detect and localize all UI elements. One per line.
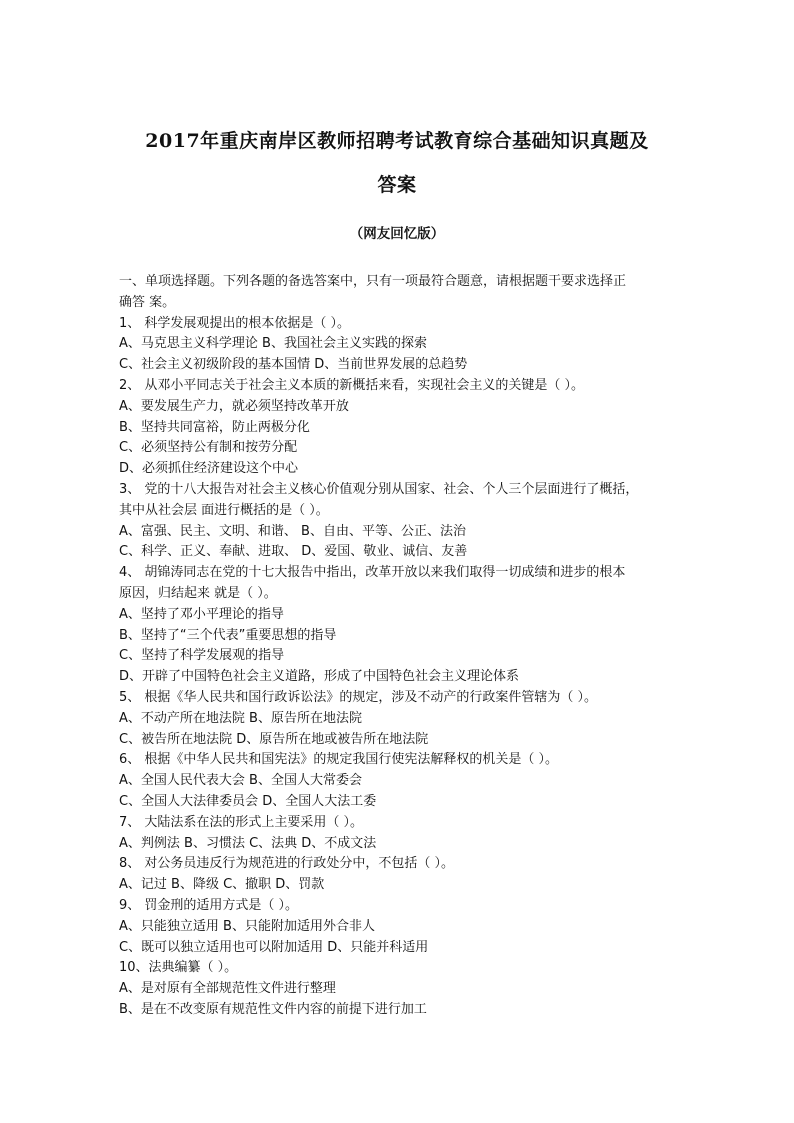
option-line: A、只能独立适用 B、只能附加适用外合非人 xyxy=(119,918,375,934)
option-line: A、坚持了邓小平理论的指导 xyxy=(119,606,284,622)
text-line: 确答 案。 xyxy=(119,294,176,310)
option-line: A、判例法 B、习惯法 C、法典 D、不成文法 xyxy=(119,835,377,851)
question-line: 7、 大陆法系在法的形式上主要采用（ ）。 xyxy=(119,814,364,830)
option-line: A、要发展生产力，就必须坚持改革开放 xyxy=(119,398,349,414)
option-line: A、记过 B、降级 C、撤职 D、罚款 xyxy=(119,877,325,893)
option-line: A、马克思主义科学理论 B、我国社会主义实践的探索 xyxy=(119,336,427,352)
text-line: 一、单项选择题。下列各题的备选答案中，只有一项最符合题意，请根据题干要求选择正 xyxy=(119,274,627,289)
option-line: B、坚持了“三个代表”重要思想的指导 xyxy=(119,627,337,643)
option-line: C、科学、正义、奉献、进取、 D、爱国、敬业、诚信、友善 xyxy=(119,544,468,560)
question-line: 10、法典编纂（ ）。 xyxy=(119,960,238,976)
option-line: C、被告所在地法院 D、原告所在地或被告所在地法院 xyxy=(119,731,429,747)
question-line: 5、 根据《华人民共和国行政诉讼法》的规定，涉及不动产的行政案件管辖为（ ）。 xyxy=(119,689,598,705)
question-line: 6、 根据《中华人民共和国宪法》的规定我国行使宪法解释权的机关是（ ）。 xyxy=(119,752,559,768)
question-line: 2、 从邓小平同志关于社会主义本质的新概括来看，实现社会主义的关键是（ ）。 xyxy=(119,377,585,393)
option-line: C、全国人大法律委员会 D、全国人大法工委 xyxy=(119,793,377,809)
document-title-line-1: 2017年重庆南岸区教师招聘考试教育综合基础知识真题及 xyxy=(145,130,649,152)
document-title-line-2: 答案 xyxy=(377,174,417,196)
question-line: 8、 对公务员违反行为规范进的行政处分中，不包括（ ）。 xyxy=(119,856,455,872)
option-line: C、既可以独立适用也可以附加适用 D、只能并科适用 xyxy=(119,939,429,955)
option-line: A、是对原有全部规范性文件进行整理 xyxy=(119,981,336,997)
option-line: C、社会主义初级阶段的基本国情 D、当前世界发展的总趋势 xyxy=(119,357,468,373)
option-line: A、富强、民主、文明、和谐、 B、自由、平等、公正、法治 xyxy=(119,523,466,539)
option-line: A、全国人民代表大会 B、全国人大常委会 xyxy=(119,773,362,789)
question-line: 4、 胡锦涛同志在党的十七大报告中指出，改革开放以来我们取得一切成绩和进步的根本 xyxy=(119,565,626,581)
option-line: B、是在不改变原有规范性文件内容的前提下进行加工 xyxy=(119,1001,427,1017)
question-line: 1、 科学发展观提出的根本依据是（ ）。 xyxy=(119,315,351,331)
option-line: B、坚持共同富裕，防止两极分化 xyxy=(119,419,310,435)
document-subtitle: （网友回忆版） xyxy=(349,226,445,242)
option-line: C、必须坚持公有制和按劳分配 xyxy=(119,440,298,456)
question-line: 9、 罚金刑的适用方式是（ ）。 xyxy=(119,897,299,913)
option-line: D、必须抓住经济建设这个中心 xyxy=(119,461,299,477)
option-line: D、开辟了中国特色社会主义道路，形成了中国特色社会主义理论体系 xyxy=(119,669,520,685)
question-line: 3、 党的十八大报告对社会主义核心价值观分别从国家、社会、个人三个层面进行了概括， xyxy=(119,481,639,497)
document-body xyxy=(119,272,679,1021)
question-line: 原因，归结起来 就是（ ）。 xyxy=(119,585,277,601)
question-line: 其中从社会层 面进行概括的是（ ）。 xyxy=(119,502,329,518)
option-line: C、坚持了科学发展观的指导 xyxy=(119,648,285,664)
option-line: A、不动产所在地法院 B、原告所在地法院 xyxy=(119,710,362,726)
